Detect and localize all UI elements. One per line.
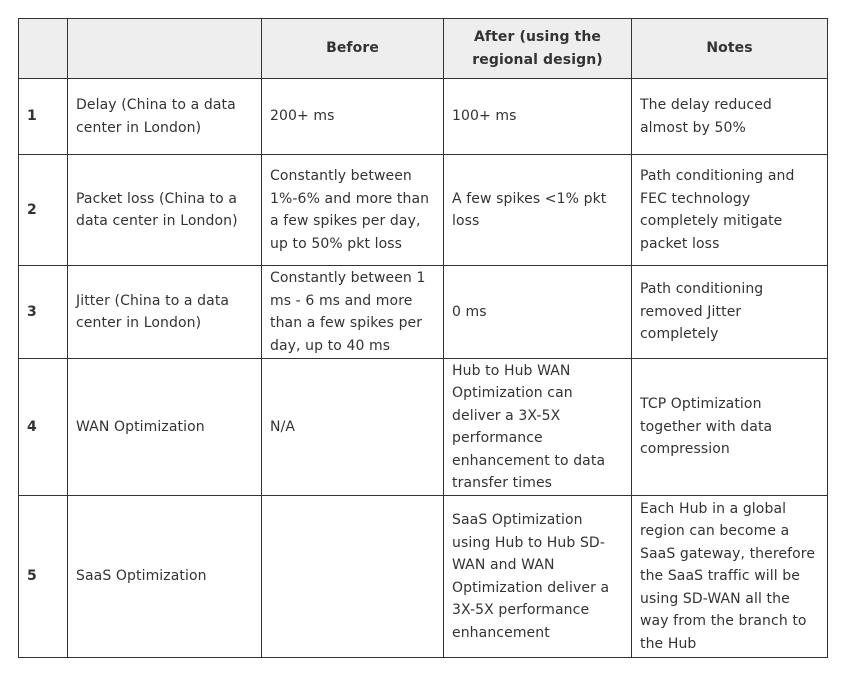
table-row xyxy=(19,266,828,359)
before-cell: N/A xyxy=(262,359,444,496)
header-metric xyxy=(68,19,262,79)
notes-cell: The delay reduced almost by 50% xyxy=(632,79,828,155)
after-cell: Hub to Hub WAN Optimization can deliver a 3X-5X performance enhancement to data transfer times xyxy=(444,359,632,496)
row-number: 1 xyxy=(19,79,68,155)
before-cell: 200+ ms xyxy=(262,79,444,155)
after-cell: 0 ms xyxy=(444,266,632,359)
notes-cell: TCP Optimization together with data compression xyxy=(632,359,828,496)
header-notes: Notes xyxy=(632,19,828,79)
header-after: After (using the regional design) xyxy=(444,19,632,79)
header-row xyxy=(19,19,828,79)
header-number xyxy=(19,19,68,79)
before-cell: Constantly between 1 ms - 6 ms and more than a few spikes per day, up to 40 ms xyxy=(262,266,444,359)
after-cell: A few spikes <1% pkt loss xyxy=(444,155,632,266)
after-cell: SaaS Optimization using Hub to Hub SD-WAN and WAN Optimization deliver a 3X-5X performance enhancement xyxy=(444,496,632,658)
comparison-table xyxy=(18,18,828,658)
before-cell: Constantly between 1%-6% and more than a few spikes per day, up to 50% pkt loss xyxy=(262,155,444,266)
metric-cell: Jitter (China to a data center in London) xyxy=(68,266,262,359)
table-row xyxy=(19,359,828,496)
header-before: Before xyxy=(262,19,444,79)
table-row xyxy=(19,79,828,155)
metric-cell: WAN Optimization xyxy=(68,359,262,496)
metric-cell: Packet loss (China to a data center in London) xyxy=(68,155,262,266)
metric-cell: Delay (China to a data center in London) xyxy=(68,79,262,155)
before-cell xyxy=(262,496,444,658)
table-header xyxy=(19,19,828,79)
notes-cell: Path conditioning removed Jitter completely xyxy=(632,266,828,359)
table-body xyxy=(19,79,828,658)
row-number: 2 xyxy=(19,155,68,266)
after-cell: 100+ ms xyxy=(444,79,632,155)
table-row xyxy=(19,155,828,266)
table-row xyxy=(19,496,828,658)
row-number: 4 xyxy=(19,359,68,496)
notes-cell: Path conditioning and FEC technology completely mitigate packet loss xyxy=(632,155,828,266)
metric-cell: SaaS Optimization xyxy=(68,496,262,658)
row-number: 3 xyxy=(19,266,68,359)
notes-cell: Each Hub in a global region can become a SaaS gateway, therefore the SaaS traffic will be using SD-WAN all the way from the branch to the Hub xyxy=(632,496,828,658)
row-number: 5 xyxy=(19,496,68,658)
